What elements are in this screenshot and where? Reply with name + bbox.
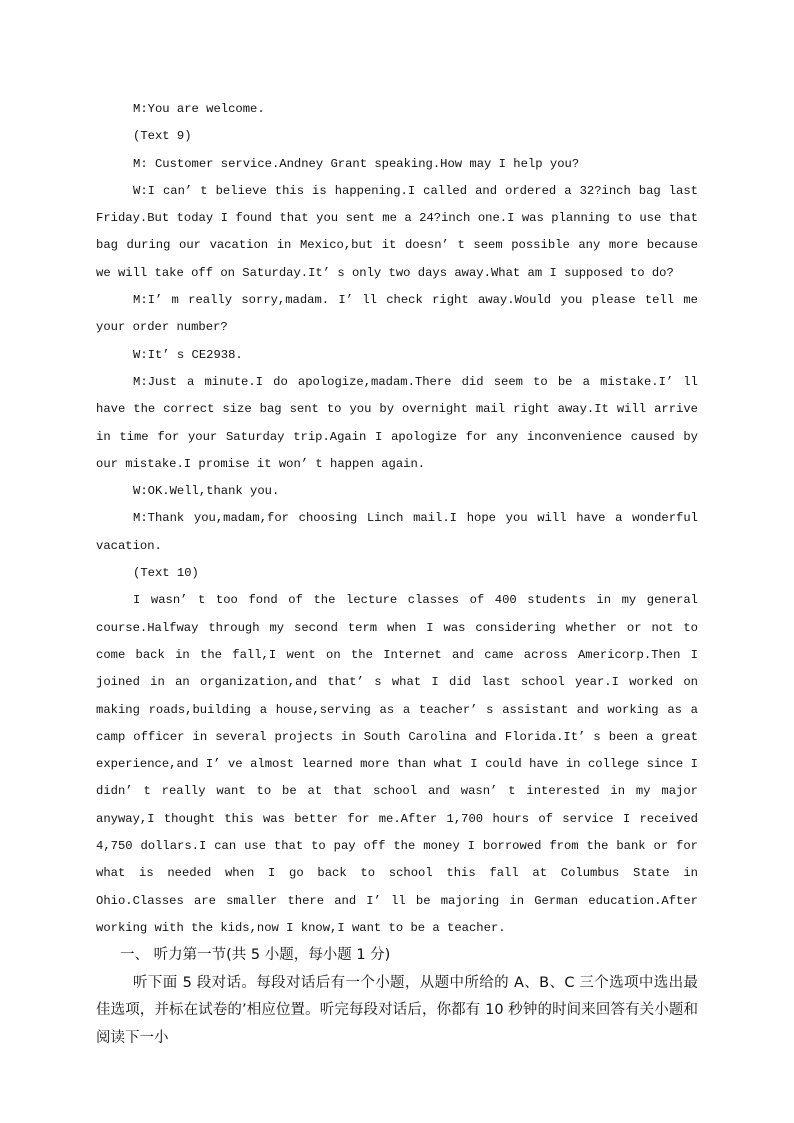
dialogue-line: M:Thank you,madam,for choosing Linch mail.I hope you will have a wonderful vacation. — [96, 511, 698, 553]
dialogue-line: W:It’ s CE2938. — [133, 347, 243, 362]
dialogue-line: M: Customer service.Andney Grant speaking.How may I help you? — [133, 156, 580, 171]
dialogue-line: M:I’ m really sorry,madam. I’ ll check right away.Would you please tell me your order number? — [96, 293, 698, 335]
dialogue-line: M:You are welcome. — [133, 102, 265, 116]
section-heading: 一、 听力第一节(共 5 小题，每小题 1 分) — [120, 947, 391, 964]
instructions-paragraph: 听下面 5 段对话。每段对话后有一个小题，从题中所给的 A、B、C 三个选项中选出最佳选项，并标在试卷的’相应位置。听完每段对话后，你都有 10 秒钟的时间来回答有关小题和阅读下一小 — [96, 974, 698, 1046]
text-label: (Text 9) — [133, 129, 192, 144]
document-page — [96, 96, 698, 1052]
text-label: (Text 10) — [133, 566, 199, 581]
dialogue-line: W:OK.Well,thank you. — [133, 484, 280, 499]
dialogue-line: M:Just a minute.I do apologize,madam.There did seem to be a mistake.I’ ll have the correct size bag sent to you by overnight mail right away.It will arrive in time for your Saturday trip.Again I apologize for any inconvenience caused by our mistake.I promise it won’ t happen again. — [96, 374, 698, 471]
dialogue-line: W:I can’ t believe this is happening.I called and ordered a 32?inch bag last Friday.But today I found that you sent me a 24?inch one.I was planning to use that bag during our vacation in Mexico,but it doesn’ t seem possible any more because we will take off on Saturday.It’ s only two days away.What am I supposed to do? — [96, 183, 698, 280]
monologue-paragraph: I wasn’ t too fond of the lecture classes of 400 students in my general course.Halfway through my second term when I was considering whether or not to come back in the fall,I went on the Internet and came across Americorp.Then I joined in an organization,and that’ s what I did last school year.I worked on making roads,building a house,serving as a teacher’ s assistant and working as a camp officer in several projects in South Carolina and Florida.It’ s been a great experience,and I’ ve almost learned more than what I could have in college since I didn’ t really want to be at that school and wasn’ t interested in my major anyway,I thought this was better for me.After 1,700 hours of service I received 4,750 dollars.I can use that to pay off the money I borrowed from the bank or for what is needed when I go back to school this fall at Columbus State in Ohio.Classes are smaller there and I’ ll be majoring in German education.After working with the kids,now I know,I want to be a teacher. — [96, 593, 698, 935]
